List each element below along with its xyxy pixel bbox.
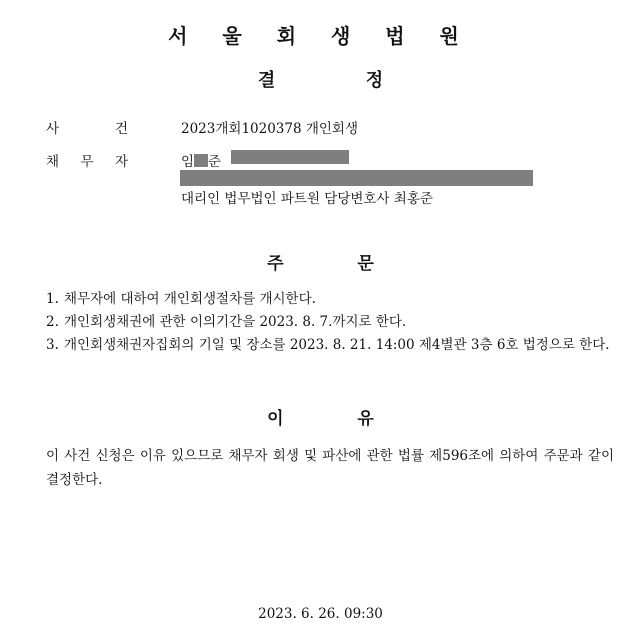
orders-list: [46, 288, 616, 357]
debtor-label: [46, 150, 136, 170]
order-text: 개인회생채권에 관한 이의기간을 2023. 8. 7.까지로 한다.: [64, 314, 407, 330]
orders-heading-char-2: 문: [357, 254, 374, 274]
document-type-char-1: 결: [257, 70, 276, 91]
court-name: 서 울 회 생 법 원: [168, 24, 473, 48]
order-text: 개인회생채권자집회의 기일 및 장소를 2023. 8. 21. 14:00 제4별관 3층 6호 법정으로 한다.: [64, 337, 610, 353]
order-item: [46, 311, 616, 334]
document-type: [0, 66, 641, 92]
reasons-heading-char-2: 유: [357, 409, 374, 429]
order-item: [46, 334, 616, 357]
document-type-char-2: 정: [365, 70, 384, 91]
orders-heading: [0, 249, 641, 274]
orders-heading-char-1: 주: [267, 254, 284, 274]
debtor-name-last: 준: [208, 154, 222, 170]
order-number: 2.: [46, 314, 59, 330]
order-text: 채무자에 대하여 개인회생절차를 개시한다.: [64, 291, 316, 307]
debtor-name: [181, 150, 221, 170]
debtor-label-char-1: 채: [46, 154, 60, 170]
debtor-name-first: 임: [181, 154, 195, 170]
debtor-label-char-2: 무: [80, 154, 94, 170]
order-number: 1.: [46, 291, 59, 307]
case-label: [46, 117, 136, 137]
name-redaction: [194, 154, 208, 167]
reasons-heading: [0, 404, 641, 429]
decision-date: 2023. 6. 26. 09:30: [258, 606, 383, 622]
reasons-heading-char-1: 이: [267, 409, 284, 429]
representative: 대리인 법무법인 파트원 담당변호사 최홍준: [181, 191, 433, 207]
reasons-text: 이 사건 신청은 이유 있으므로 채무자 회생 및 파산에 관한 법률 제596조에 의하여 주문과 같이 결정한다.: [46, 448, 614, 488]
order-item: [46, 288, 616, 311]
case-number: 2023개회1020378 개인회생: [181, 121, 359, 137]
debtor-address-redaction: [180, 170, 533, 186]
debtor-id-redaction: [231, 150, 349, 164]
order-number: 3.: [46, 337, 59, 353]
case-label-char-2: 건: [114, 121, 128, 137]
debtor-label-char-3: 자: [114, 154, 128, 170]
case-label-char-1: 사: [46, 121, 60, 137]
